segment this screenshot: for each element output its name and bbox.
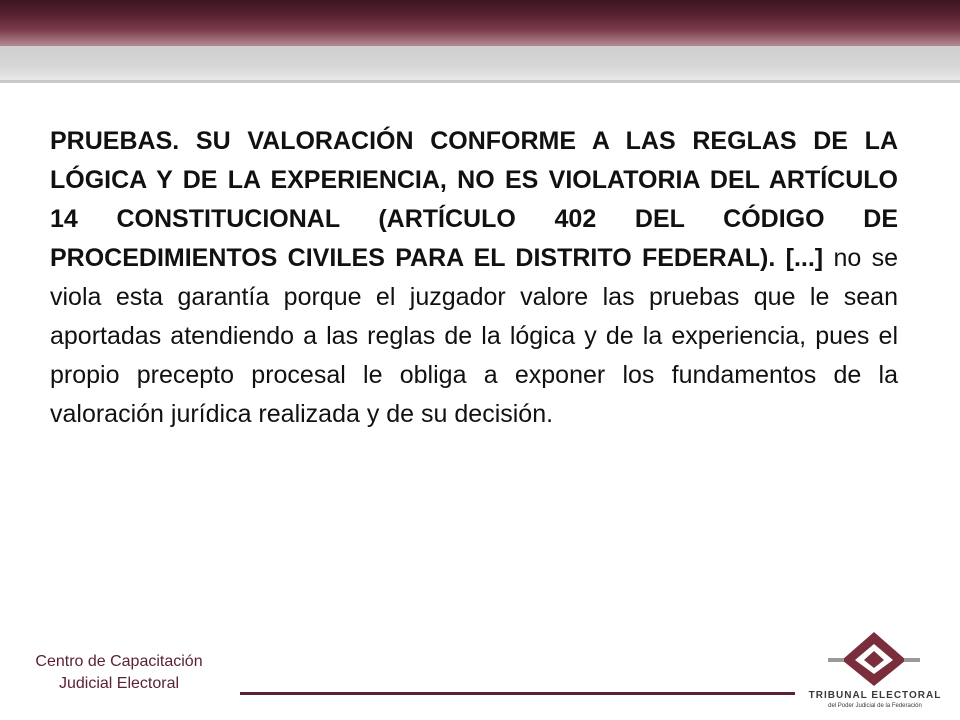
logo-subtitle: del Poder Judicial de la Federación bbox=[828, 703, 922, 709]
header-gray-band bbox=[0, 46, 960, 80]
header-divider bbox=[0, 80, 960, 83]
footer-line-2: Judicial Electoral bbox=[58, 675, 180, 692]
slide-text bbox=[50, 122, 898, 434]
tribunal-emblem-icon bbox=[814, 628, 934, 690]
top-header-band bbox=[0, 0, 960, 46]
slide-heading: PRUEBAS. SU VALORACIÓN CONFORME A LAS REGLAS DE LA LÓGICA Y DE LA EXPERIENCIA, NO ES VIOLATORIA DEL ARTÍCULO 14 CONSTITUCIONAL (ARTÍCULO 402 DEL CÓDIGO DE PROCEDIMIENTOS CIVILES PARA EL DISTRITO FEDERAL). [...] bbox=[50, 127, 898, 272]
footer-divider bbox=[240, 692, 795, 695]
slide-body: no se viola esta garantía porque el juzgador valore las pruebas que le sean aportadas atendiendo a las reglas de la lógica y de la experiencia, pues el propio precepto procesal le obliga a exponer los fundamentos de la valoración jurídica realizada y de su decisión. bbox=[50, 244, 898, 428]
logo-name: TRIBUNAL ELECTORAL bbox=[808, 690, 942, 701]
tribunal-logo bbox=[800, 628, 960, 720]
footer-line-1: Centro de Capacitación bbox=[35, 653, 203, 670]
footer-title bbox=[0, 651, 238, 695]
